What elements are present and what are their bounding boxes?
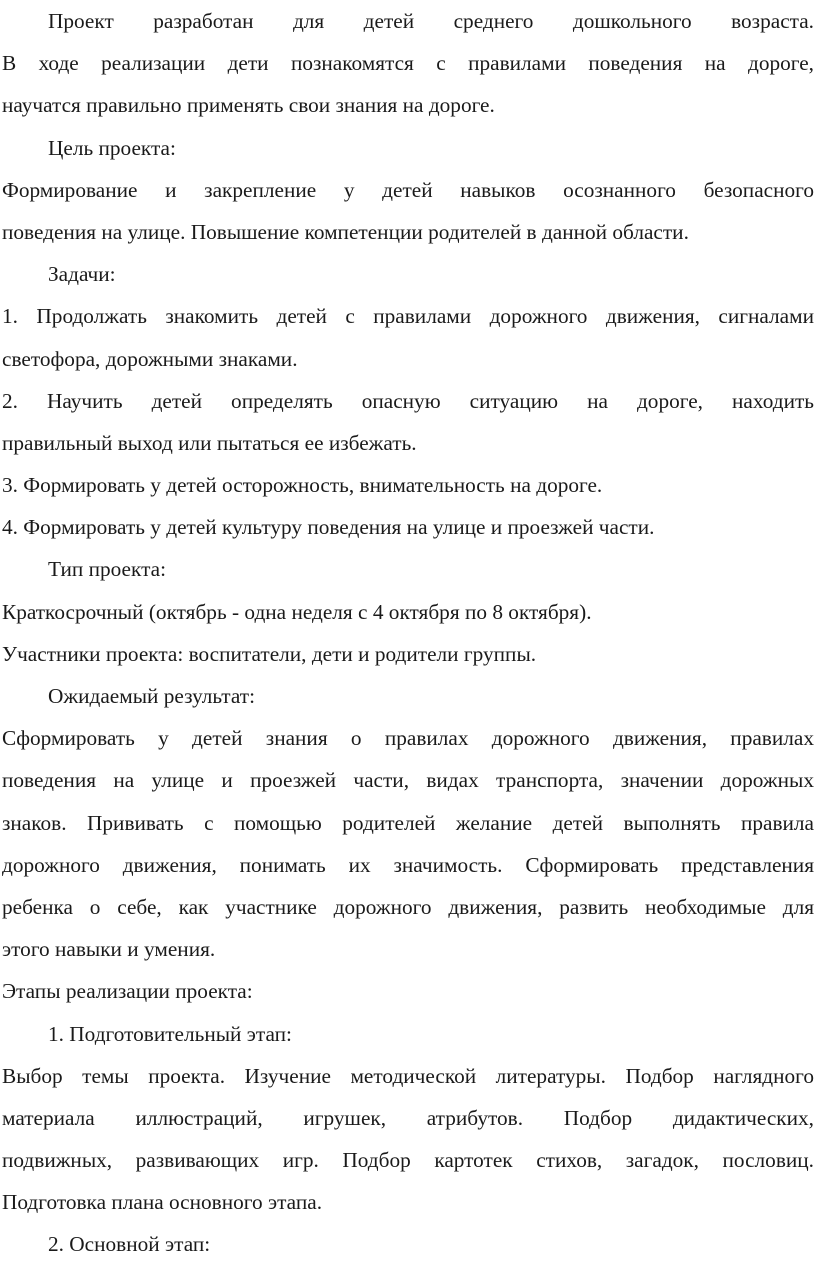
document-page [2, 0, 814, 1266]
text-line: Участники проекта: воспитатели, дети и родители группы. [2, 641, 537, 666]
text-line: Выбор темы проекта. Изучение методической литературы. Подбор наглядного [2, 1063, 814, 1088]
text-line: Формирование и закрепление у детей навыков осознанного безопасного [2, 177, 814, 202]
text-line: знаков. Прививать с помощью родителей желание детей выполнять правила [2, 810, 814, 835]
text-line: подвижных, развивающих игр. Подбор картотек стихов, загадок, пословиц. [2, 1148, 814, 1173]
text-line: научатся правильно применять свои знания на дороге. [2, 93, 495, 118]
text-line: Цель проекта: [48, 135, 176, 160]
text-line: материала иллюстраций, игрушек, атрибутов. Подбор дидактических, [2, 1105, 814, 1130]
text-line: поведения на улице. Повышение компетенции родителей в данной области. [2, 219, 689, 244]
text-line: Этапы реализации проекта: [2, 979, 253, 1004]
text-line: этого навыки и умения. [2, 937, 216, 962]
text-line: Ожидаемый результат: [48, 684, 255, 708]
text-line: 3. Формировать у детей осторожность, внимательность на дороге. [2, 473, 603, 498]
text-line: Сформировать у детей знания о правилах дорожного движения, правилах [2, 726, 814, 751]
text-line: 2. Научить детей определять опасную ситуацию на дороге, находить [2, 388, 814, 413]
text-line: дорожного движения, понимать их значимость. Сформировать представления [2, 852, 814, 877]
text-line: светофора, дорожными знаками. [2, 346, 298, 371]
text-line: Подготовка плана основного этапа. [2, 1190, 323, 1215]
text-line: В ходе реализации дети познакомятся с правилами поведения на дороге, [2, 51, 814, 76]
text-line: Краткосрочный (октябрь - одна неделя с 4 октября по 8 октября). [2, 599, 592, 624]
text-line: Тип проекта: [48, 557, 167, 582]
text-line: Задачи: [48, 262, 116, 287]
text-line: 1. Продолжать знакомить детей с правилами дорожного движения, сигналами [2, 304, 814, 329]
text-line: ребенка о себе, как участнике дорожного движения, развить необходимые для [2, 894, 814, 919]
text-line: Проект разработан для детей среднего дошкольного возраста. [48, 9, 814, 33]
text-line: 1. Подготовительный этап: [48, 1021, 292, 1046]
text-line: 2. Основной этап: [48, 1232, 211, 1257]
text-line: правильный выход или пытаться ее избежать. [2, 430, 417, 455]
text-line: 4. Формировать у детей культуру поведения на улице и проезжей части. [2, 515, 655, 540]
text-line: поведения на улице и проезжей части, видах транспорта, значении дорожных [2, 768, 814, 793]
